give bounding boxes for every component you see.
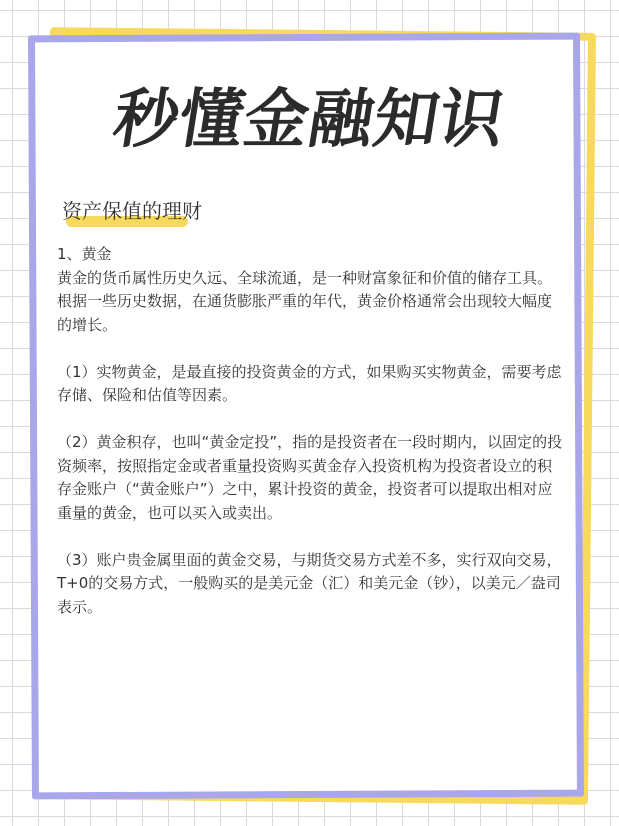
- list-item: （2）黄金积存，也叫“黄金定投”，指的是投资者在一段时期内，以固定的投资频率，按照指定金或者重量投资购买黄金存入投资机构为投资者设立的积存金账户（“黄金账户”）之中，累计投资的黄金，投资者可以提取出相对应重量的黄金，也可以买入或卖出。: [57, 433, 563, 522]
- intro-paragraph: 黄金的货币属性历史久远、全球流通，是一种财富象征和价值的储存工具。根据一些历史数据，在通货膨胀严重的年代，黄金价格通常会出现较大幅度的增长。: [57, 268, 553, 334]
- section-subtitle: [62, 196, 202, 226]
- section-heading: 1、黄金: [57, 245, 112, 263]
- page-title: 秒懂金融知识: [108, 83, 511, 157]
- list-item: （1）实物黄金，是最直接的投资黄金的方式，如果购买实物黄金，需要考虑存储、保险和估值等因素。: [57, 362, 562, 404]
- list-item: （3）账户贵金属里面的黄金交易，与期货交易方式差不多，实行双向交易，T+0的交易方式，一般购买的是美元金（汇）和美元金（钞），以美元／盎司表示。: [57, 550, 562, 616]
- subtitle-text: 资产保值的理财: [62, 199, 202, 223]
- article-body: [57, 243, 563, 619]
